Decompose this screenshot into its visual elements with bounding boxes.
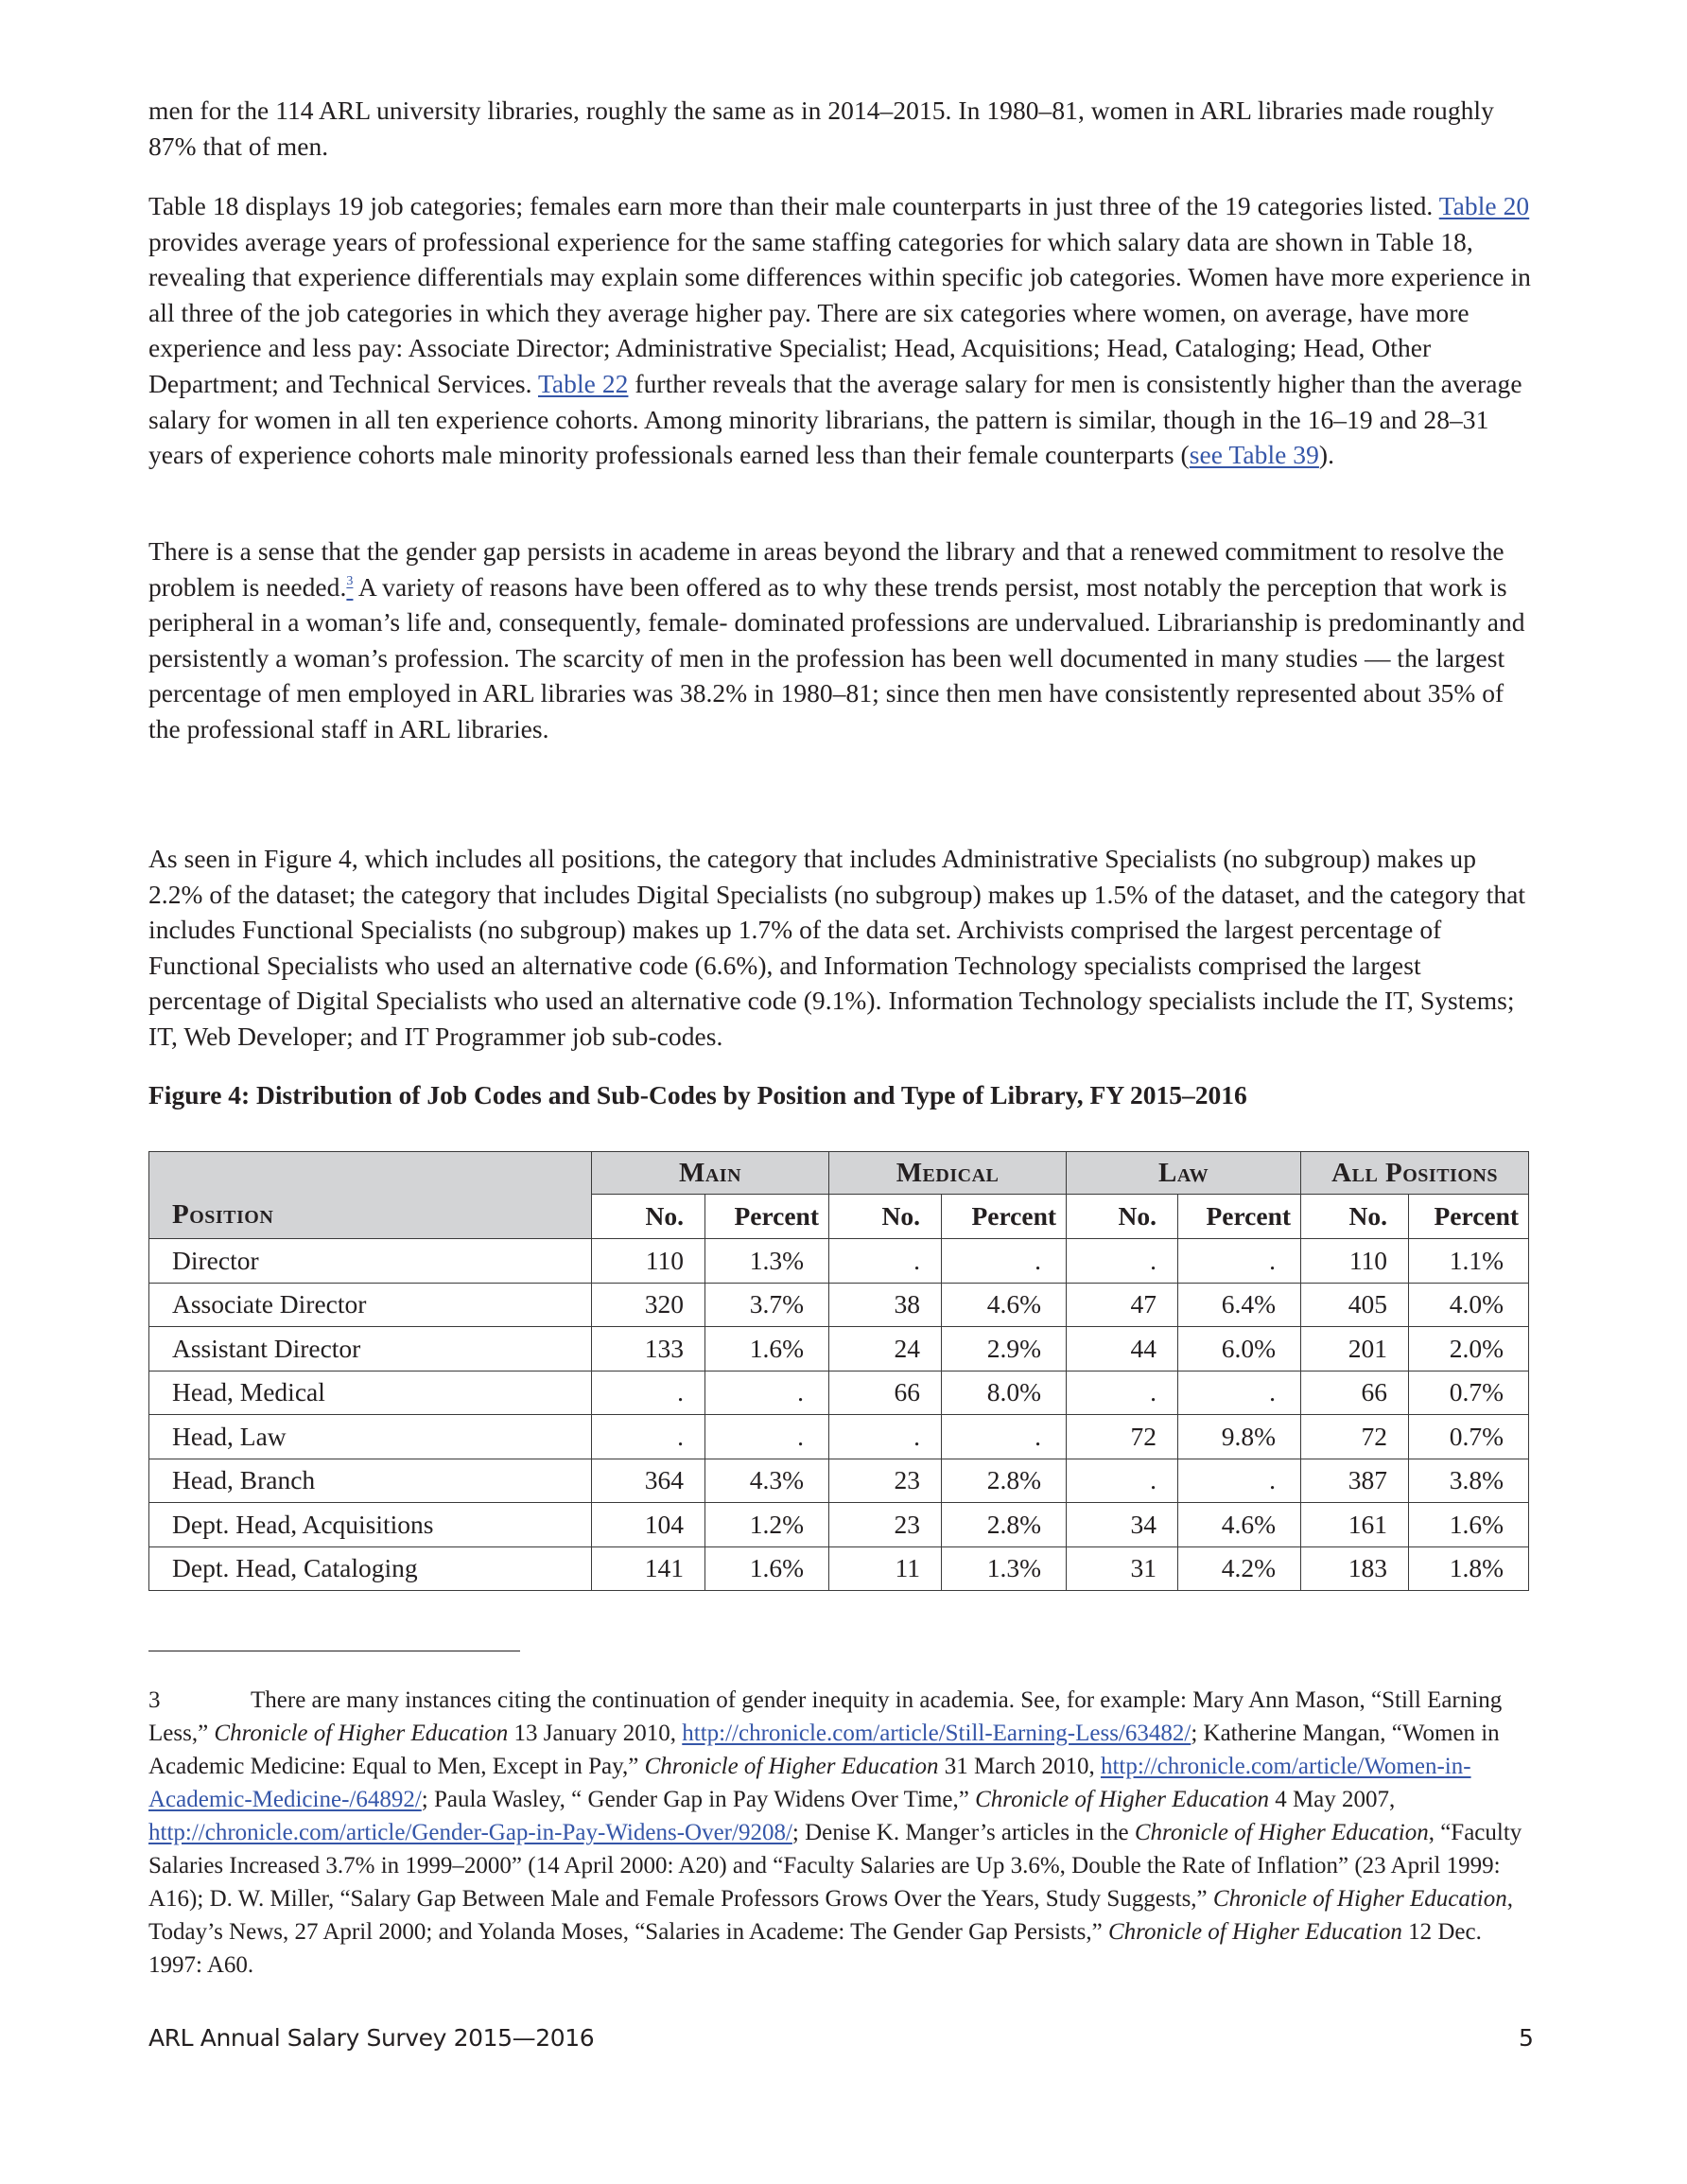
p2-text-2: provides average years of professional experience for the same staffing categories for which salary data are shown in Table 18, revealing that experience differentials may explain some differences within specific job categories. Women have more experience in all three of the job categories in which they average higher pay. There are six categories where women, on average, have more experience and less pay: Associate Director; Administrative Specialist; Head, Acquisitions; Head, Cataloging; Head, Other Department; and Technical Services. xyxy=(148,226,1531,398)
footer-publication-title: ARL Annual Salary Survey 2015—2016 xyxy=(148,2024,595,2052)
footnote-link-still-earning-less[interactable]: http://chronicle.com/article/Still-Earning-Less/63482/ xyxy=(682,1721,1191,1746)
cell-percent: 4.0% xyxy=(1409,1283,1529,1327)
cell-percent: 6.0% xyxy=(1178,1327,1301,1372)
cell-count: 110 xyxy=(592,1239,705,1284)
cell-count: 110 xyxy=(1301,1239,1409,1284)
column-header-percent: Percent xyxy=(1409,1195,1529,1239)
footnote-link-women-academic-medicine[interactable]: http://chronicle.com/article/Women-in-Academic-Medicine-/64892/ xyxy=(148,1754,1471,1812)
cell-percent: . xyxy=(1178,1371,1301,1415)
cell-position: Head, Medical xyxy=(149,1371,592,1415)
cell-count: 38 xyxy=(829,1283,942,1327)
cell-count: 387 xyxy=(1301,1459,1409,1503)
cell-percent: 4.6% xyxy=(1178,1503,1301,1547)
cell-count: 405 xyxy=(1301,1283,1409,1327)
cell-count: . xyxy=(1067,1459,1178,1503)
cell-count: 31 xyxy=(1067,1546,1178,1591)
paragraph-gender-gap-academe xyxy=(148,533,1531,747)
journal-title: Chronicle of Higher Education xyxy=(644,1754,939,1779)
footnote-number: 3 xyxy=(148,1687,161,1713)
group-header-medical: Medical xyxy=(829,1152,1067,1195)
journal-title: Chronicle of Higher Education xyxy=(975,1787,1269,1812)
group-header-all-positions: All Positions xyxy=(1301,1152,1529,1195)
cell-percent: 3.7% xyxy=(705,1283,829,1327)
figure-caption: Figure 4: Distribution of Job Codes and Sub-Codes by Position and Type of Library, FY 2015–2016 xyxy=(148,1080,1247,1109)
table-row xyxy=(149,1327,1529,1372)
cell-count: 23 xyxy=(829,1459,942,1503)
cell-count: 161 xyxy=(1301,1503,1409,1547)
cell-count: 183 xyxy=(1301,1546,1409,1591)
cell-count: 11 xyxy=(829,1546,942,1591)
cell-position: Dept. Head, Acquisitions xyxy=(149,1503,592,1547)
paragraph-gender-pay-ratio: men for the 114 ARL university libraries, roughly the same as in 2014–2015. In 1980–81, women in ARL libraries made roughly 87% that of men. xyxy=(148,96,1494,161)
p2-text-3: further reveals that the average salary for men is consistently higher than the average salary for women in all ten experience cohorts. Among minority librarians, the pattern is similar, though in the 16–19 and 28–31 years of experience cohorts male minority professionals earned less than their female counterparts ( xyxy=(148,368,1522,470)
group-header-main: Main xyxy=(592,1152,829,1195)
cell-percent: 1.6% xyxy=(1409,1503,1529,1547)
cell-percent: 4.6% xyxy=(942,1283,1067,1327)
group-header-law: Law xyxy=(1067,1152,1301,1195)
cell-count: 104 xyxy=(592,1503,705,1547)
cell-percent: 1.6% xyxy=(705,1327,829,1372)
p3-text-1: There is a sense that the gender gap persists in academe in areas beyond the library and that a renewed commitment to resolve the problem is needed. xyxy=(148,536,1504,602)
cell-percent: 1.1% xyxy=(1409,1239,1529,1284)
cell-position: Head, Branch xyxy=(149,1459,592,1503)
cell-percent: 1.2% xyxy=(705,1503,829,1547)
cell-position: Dept. Head, Cataloging xyxy=(149,1546,592,1591)
cell-count: 34 xyxy=(1067,1503,1178,1547)
p3-text-2: A variety of reasons have been offered as to why these trends persist, most notably the perception that work is peripheral in a woman’s life and, consequently, female- dominated professions are undervalued. Librarianship is predominantly and persistently a woman’s profession. The scarcity of men in the profession has been well documented in many studies — the largest percentage of men employed in ARL libraries was 38.2% in 1980–81; since then men have consistently represented about 35% of the professional staff in ARL libraries. xyxy=(148,571,1525,743)
footnote-3 xyxy=(148,1684,1531,1982)
cell-count: . xyxy=(592,1415,705,1459)
footnote-text: ; Paula Wasley, “ Gender Gap in Pay Widens Over Time,” xyxy=(421,1787,976,1812)
cell-count: 201 xyxy=(1301,1327,1409,1372)
cell-count: 320 xyxy=(592,1283,705,1327)
paragraph-job-categories xyxy=(148,188,1531,473)
footnote-text: 4 May 2007, xyxy=(1268,1787,1396,1812)
cell-position: Head, Law xyxy=(149,1415,592,1459)
p2-text-4: ). xyxy=(1318,440,1335,470)
journal-title: Chronicle of Higher Education xyxy=(1212,1886,1507,1912)
footnote-text: 12 Dec. 1997: A60. xyxy=(148,1919,1482,1978)
cell-percent: 9.8% xyxy=(1178,1415,1301,1459)
column-header-no: No. xyxy=(829,1195,942,1239)
cell-count: 47 xyxy=(1067,1283,1178,1327)
column-header-percent: Percent xyxy=(705,1195,829,1239)
column-header-no: No. xyxy=(1067,1195,1178,1239)
footnote-ref-3[interactable]: 3 xyxy=(346,573,354,588)
table-body xyxy=(149,1239,1529,1591)
cell-percent: 4.2% xyxy=(1178,1546,1301,1591)
cell-percent: . xyxy=(705,1371,829,1415)
cell-count: 72 xyxy=(1301,1415,1409,1459)
table-row xyxy=(149,1415,1529,1459)
cell-count: 23 xyxy=(829,1503,942,1547)
footnote-text: 31 March 2010, xyxy=(938,1754,1101,1779)
footnote-text: 13 January 2010, xyxy=(508,1721,683,1746)
page-number: 5 xyxy=(1519,2024,1534,2052)
cell-percent: 1.8% xyxy=(1409,1546,1529,1591)
cell-count: . xyxy=(592,1371,705,1415)
journal-title: Chronicle of Higher Education xyxy=(1134,1820,1429,1845)
table-group-header-row xyxy=(149,1152,1529,1195)
column-header-no: No. xyxy=(592,1195,705,1239)
column-header-position: Position xyxy=(149,1152,592,1239)
cell-position: Director xyxy=(149,1239,592,1284)
cell-percent: . xyxy=(705,1415,829,1459)
cell-percent: . xyxy=(942,1415,1067,1459)
column-header-percent: Percent xyxy=(942,1195,1067,1239)
journal-title: Chronicle of Higher Education xyxy=(1107,1919,1402,1945)
cell-percent: 3.8% xyxy=(1409,1459,1529,1503)
footnote-text: There are many instances citing the continuation of gender inequity in academia. See, for example: Mary Ann Mason, “Still Earning Less,” xyxy=(148,1687,1503,1746)
cell-percent: . xyxy=(1178,1239,1301,1284)
table-row xyxy=(149,1459,1529,1503)
column-header-no: No. xyxy=(1301,1195,1409,1239)
cell-percent: 2.9% xyxy=(942,1327,1067,1372)
cell-percent: . xyxy=(1178,1459,1301,1503)
table-row xyxy=(149,1503,1529,1547)
p2-text-1: Table 18 displays 19 job categories; females earn more than their male counterparts in just three of the 19 categories listed. xyxy=(148,191,1439,220)
footnote-link-gender-gap-pay[interactable]: http://chronicle.com/article/Gender-Gap-in-Pay-Widens-Over/9208/ xyxy=(148,1820,792,1845)
cell-count: 72 xyxy=(1067,1415,1178,1459)
link-table-20[interactable]: Table 20 xyxy=(1438,191,1530,220)
cell-percent: 2.8% xyxy=(942,1503,1067,1547)
cell-percent: 2.8% xyxy=(942,1459,1067,1503)
cell-percent: 1.3% xyxy=(705,1239,829,1284)
cell-percent: 0.7% xyxy=(1409,1415,1529,1459)
table-row xyxy=(149,1283,1529,1327)
cell-count: . xyxy=(829,1239,942,1284)
column-header-percent: Percent xyxy=(1178,1195,1301,1239)
cell-percent: 1.6% xyxy=(705,1546,829,1591)
cell-percent: 2.0% xyxy=(1409,1327,1529,1372)
cell-count: 141 xyxy=(592,1546,705,1591)
footnote-text: , Today’s News, 27 April 2000; and Yolanda Moses, “Salaries in Academe: The Gender Gap Persists,” xyxy=(148,1886,1513,1945)
table-row xyxy=(149,1546,1529,1591)
cell-count: 24 xyxy=(829,1327,942,1372)
cell-count: . xyxy=(829,1415,942,1459)
cell-position: Assistant Director xyxy=(149,1327,592,1372)
paragraph-specialist-breakdown: As seen in Figure 4, which includes all positions, the category that includes Administrative Specialists (no subgroup) makes up 2.2% of the dataset; the category that includes Digital Specialists (no subgroup) makes up 1.5% of the dataset, and the category that includes Functional Specialists (no subgroup) makes up 1.7% of the data set. Archivists comprised the largest percentage of Functional Specialists who used an alternative code (6.6%), and Information Technology specialists comprised the largest percentage of Digital Specialists who used an alternative code (9.1%). Information Technology specialists include the IT, Systems; IT, Web Developer; and IT Programmer job sub-codes. xyxy=(148,844,1526,1051)
table-row xyxy=(149,1371,1529,1415)
cell-percent: 1.3% xyxy=(942,1546,1067,1591)
cell-count: 66 xyxy=(1301,1371,1409,1415)
footnote-text: ; Katherine Mangan, “Women in Academic Medicine: Equal to Men, Except in Pay,” xyxy=(148,1721,1500,1779)
cell-count: 133 xyxy=(592,1327,705,1372)
cell-count: . xyxy=(1067,1371,1178,1415)
cell-count: 364 xyxy=(592,1459,705,1503)
cell-count: 66 xyxy=(829,1371,942,1415)
cell-position: Associate Director xyxy=(149,1283,592,1327)
footnote-text: ; Denise K. Manger’s articles in the xyxy=(791,1820,1135,1845)
cell-percent: 4.3% xyxy=(705,1459,829,1503)
journal-title: Chronicle of Higher Education xyxy=(214,1721,509,1746)
cell-percent: 6.4% xyxy=(1178,1283,1301,1327)
cell-percent: . xyxy=(942,1239,1067,1284)
link-table-22[interactable]: Table 22 xyxy=(537,368,629,398)
cell-percent: 8.0% xyxy=(942,1371,1067,1415)
figure-4-table xyxy=(148,1151,1529,1591)
cell-percent: 0.7% xyxy=(1409,1371,1529,1415)
table-row xyxy=(149,1239,1529,1284)
cell-count: 44 xyxy=(1067,1327,1178,1372)
cell-count: . xyxy=(1067,1239,1178,1284)
link-table-39[interactable]: see Table 39 xyxy=(1189,440,1319,470)
footnote-text: , “Faculty Salaries Increased 3.7% in 1999–2000” (14 April 2000: A20) and “Faculty Salaries are Up 3.6%, Double the Rate of Inflation” (23 April 1999: A16); D. W. Miller, “Salary Gap Between Male and Female Professors Grows Over the Years, Study Suggests,” xyxy=(148,1820,1522,1912)
